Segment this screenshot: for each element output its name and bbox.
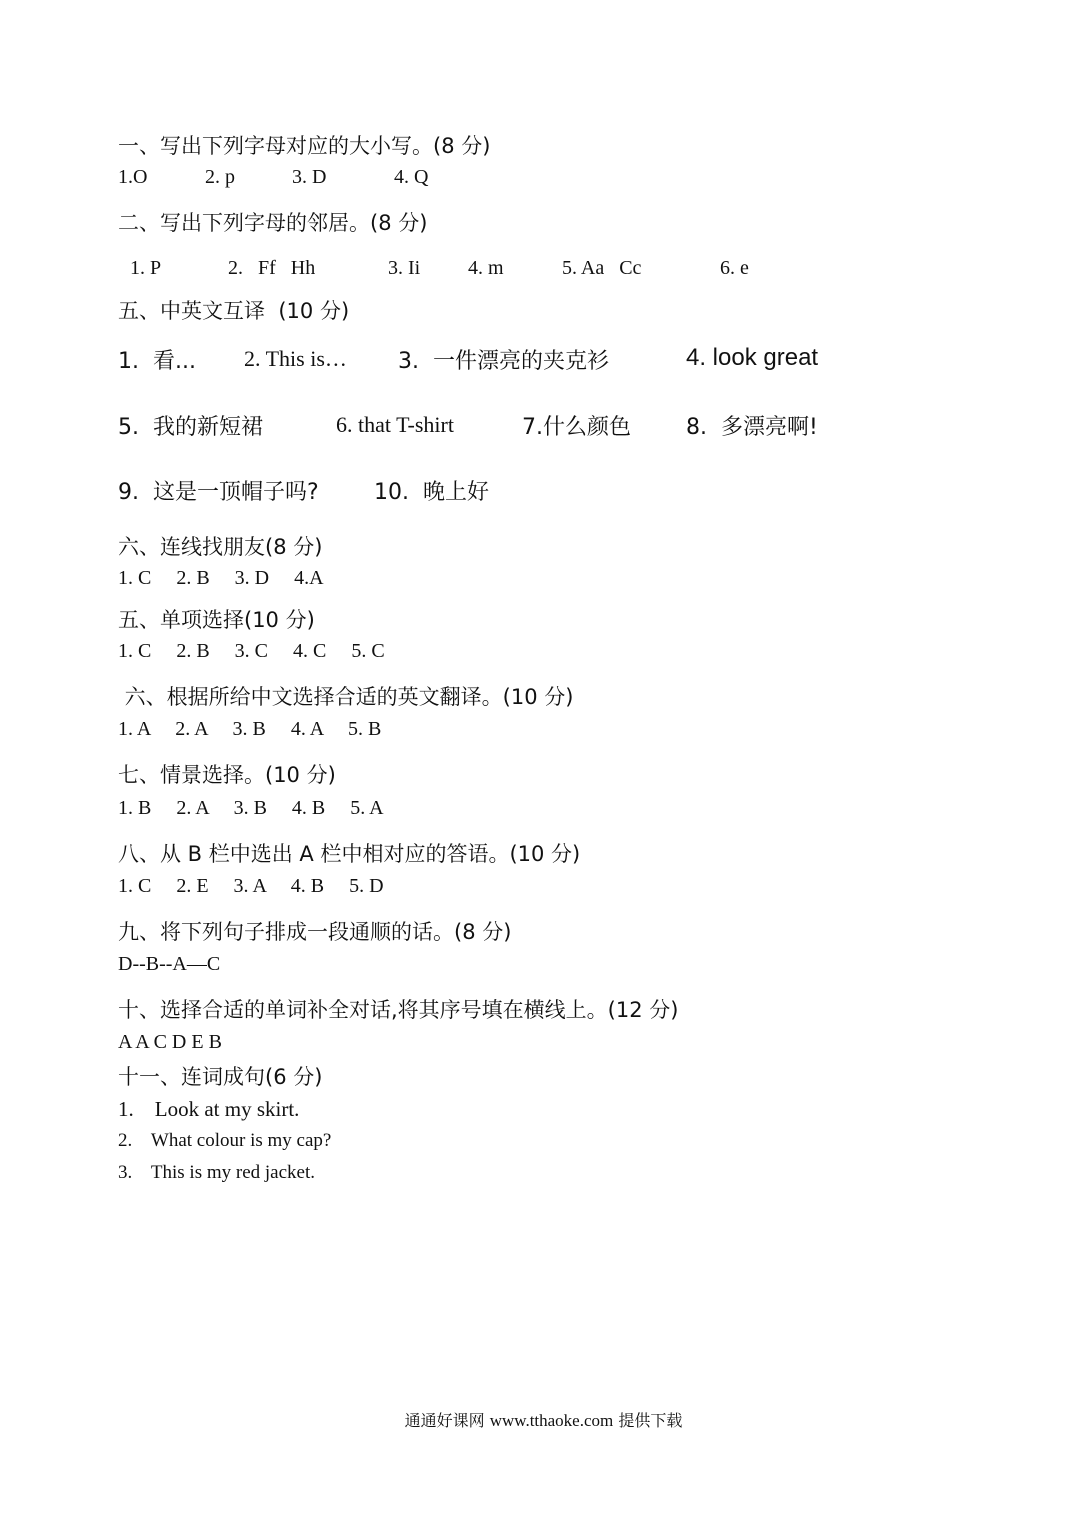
footer-suffix: 提供下载 [618,1411,683,1430]
answer-item: 3. Ii [388,257,421,279]
page-footer [0,1408,1087,1431]
translation-item: 8. 多漂亮啊! [686,415,818,440]
section-8-answers: 1. C 2. E 3. A 4. B 5. D [118,875,384,897]
sentence-item: 1. Look at my skirt. [118,1097,300,1121]
answer-item: 4. Q [394,166,429,188]
translation-item: 10. 晚上好 [374,480,489,505]
section-2-title: 二、写出下列字母的邻居。(8 分) [118,211,428,235]
section-11-title: 十一、连词成句(6 分) [118,1065,323,1089]
answer-item: 6. e [720,257,749,279]
section-7-title: 七、情景选择。(10 分) [118,763,336,787]
section-10-title: 十、选择合适的单词补全对话,将其序号填在横线上。(12 分) [118,998,679,1022]
section-3-title: 五、中英文互译 (10 分) [118,299,350,323]
section-8-title: 八、从 B 栏中选出 A 栏中相对应的答语。(10 分) [118,842,581,866]
section-10-answers: A A C D E B [118,1031,222,1053]
translation-item: 2. This is… [244,346,347,371]
section-4-answers: 1. C 2. B 3. D 4.A [118,567,324,589]
section-6-answers: 1. A 2. A 3. B 4. A 5. B [118,718,382,740]
translation-item: 1. 看... [118,349,196,374]
answer-item: 1.O [118,166,148,188]
section-5-answers: 1. C 2. B 3. C 4. C 5. C [118,640,385,662]
section-4-title: 六、连线找朋友(8 分) [118,535,323,559]
translation-item: 5. 我的新短裙 [118,415,263,440]
section-6-title: 六、根据所给中文选择合适的英文翻译。(10 分) [118,685,574,709]
footer-site-name: 通通好课网 [404,1411,485,1430]
translation-item: 4. look great [686,344,819,371]
translation-item: 7.什么颜色 [522,415,631,440]
section-9-title: 九、将下列句子排成一段通顺的话。(8 分) [118,920,512,944]
translation-item: 9. 这是一顶帽子吗? [118,480,319,505]
section-9-answers: D--B--A—C [118,953,221,975]
answer-item: 1. P [130,257,162,279]
translation-item: 6. that T-shirt [336,412,454,437]
sentence-item: 3. This is my red jacket. [118,1162,316,1183]
section-7-answers: 1. B 2. A 3. B 4. B 5. A [118,797,384,819]
answer-item: 2. p [205,166,235,188]
section-5-title: 五、单项选择(10 分) [118,608,315,632]
translation-item: 3. 一件漂亮的夹克衫 [398,349,609,374]
answer-item: 3. D [292,166,327,188]
footer-url: www.tthaoke.com [489,1411,614,1430]
answer-item: 4. m [468,257,504,279]
answer-item: 2. Ff Hh [228,257,316,279]
sentence-item: 2. What colour is my cap? [118,1130,332,1151]
answer-item: 5. Aa Cc [562,257,642,279]
section-1-title: 一、写出下列字母对应的大小写。(8 分) [118,134,491,158]
